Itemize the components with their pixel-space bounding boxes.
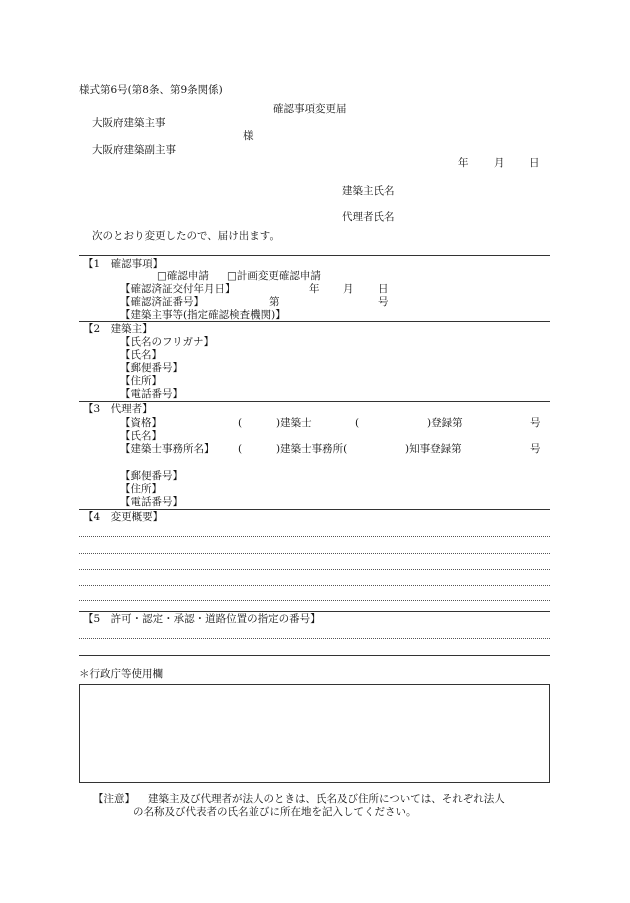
qualification-paren: ( [238,417,243,429]
owner-name-label: 建築主氏名 [342,185,395,197]
owner-name-field-label: 【氏名】 [120,349,162,361]
cert-number-label: 【確認済証番号】 [120,296,204,308]
registration-go: 号 [530,417,541,429]
writing-line[interactable] [79,600,550,601]
form-number: 様式第6号(第8条、第9条関係) [79,84,223,96]
divider [79,401,550,402]
admin-use-label: ＊行政庁等使用欄 [79,668,163,680]
office-name-label: 【建築士事務所名】 [120,443,215,455]
issue-month-label: 月 [343,283,354,295]
office-paren: ( [238,443,243,455]
registration-paren: ( [355,417,360,429]
admin-use-box [79,684,550,783]
addressee-deputy: 大阪府建築副主事 [92,144,176,156]
divider [79,321,550,322]
inspector-label: 【建築主事等(指定確認検査機関)】 [120,309,286,321]
owner-kana-label: 【氏名のフリガナ】 [120,336,214,348]
section5-heading: 【5 許可・認定・承認・道路位置の指定の番号】 [83,613,321,625]
issue-year-label: 年 [309,283,320,295]
note-label: 【注意】 [93,793,135,805]
intro-text: 次のとおり変更したので、届け出ます。 [92,230,280,242]
agent-postal-label: 【郵便番号】 [120,470,183,482]
divider [79,655,550,656]
office-type: )建築士事務所( [276,443,348,455]
registration-number-label: )登録第 [427,417,463,429]
cert-number-go: 号 [378,296,389,308]
date-day-label: 日 [529,157,540,169]
agent-phone-label: 【電話番号】 [120,496,183,508]
date-year-label: 年 [458,157,469,169]
writing-line[interactable] [79,536,550,537]
section4-heading: 【4 変更概要】 [83,511,164,523]
issue-day-label: 日 [378,283,389,295]
writing-line[interactable] [79,585,550,586]
divider [79,509,550,510]
agent-qualification-label: 【資格】 [120,417,162,429]
date-month-label: 月 [494,157,505,169]
issue-date-label: 【確認済証交付年月日】 [120,283,236,295]
note-line-2: の名称及び代表者の氏名並びに所在地を記入してください。 [133,806,417,818]
owner-phone-label: 【電話番号】 [120,388,183,400]
honorific: 様 [243,130,254,142]
owner-postal-label: 【郵便番号】 [120,362,183,374]
agent-name-field-label: 【氏名】 [120,430,162,442]
writing-line[interactable] [79,638,550,639]
cert-number-dai: 第 [269,296,280,308]
governor-registration-label: )知事登録第 [405,443,462,455]
governor-registration-go: 号 [530,443,541,455]
divider [79,611,550,612]
addressee-chief: 大阪府建築主事 [92,117,166,129]
writing-line[interactable] [79,569,550,570]
divider [79,255,550,256]
agent-address-label: 【住所】 [120,483,162,495]
section3-heading: 【3 代理者】 [83,403,153,415]
writing-line[interactable] [79,553,550,554]
architect-class: )建築士 [276,417,312,429]
form-title: 確認事項変更届 [273,103,347,115]
section2-heading: 【2 建築主】 [83,323,153,335]
checkbox-confirmation[interactable]: □確認申請 [157,270,209,282]
checkbox-plan-change[interactable]: □計画変更確認申請 [227,270,321,282]
section1-heading: 【1 確認事項】 [83,258,164,270]
agent-name-label: 代理者氏名 [342,211,395,223]
owner-address-label: 【住所】 [120,375,162,387]
note-line-1: 建築主及び代理者が法人のときは、氏名及び住所については、それぞれ法人 [148,793,505,805]
